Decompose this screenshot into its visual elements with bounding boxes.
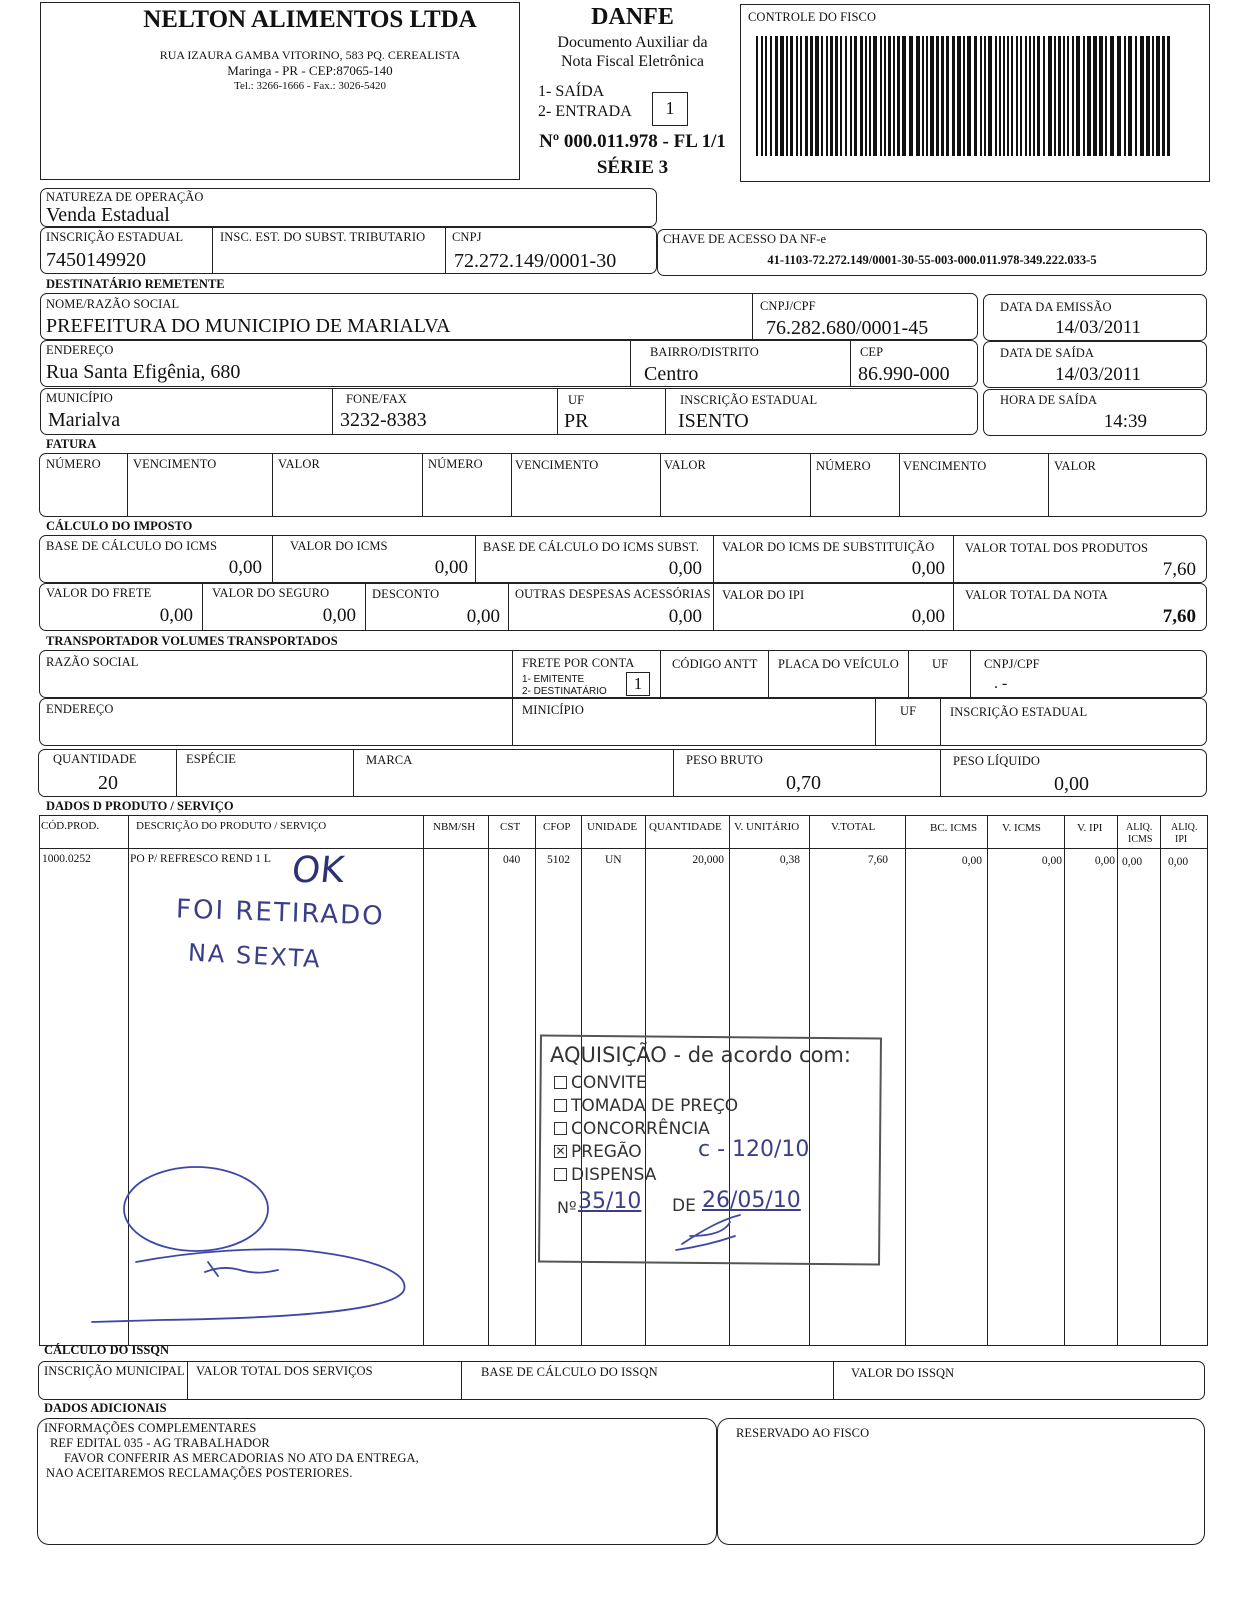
desconto: 0,00 (466, 606, 500, 627)
col-bcicms: BC. ICMS (930, 822, 978, 834)
stamp-concorrencia-label: CONCORRÊNCIA (571, 1119, 710, 1139)
col-vipi: V. IPI (1077, 822, 1103, 834)
valor-icms-label: VALOR DO ICMS (290, 539, 388, 553)
fatura-col-vencimento-2: VENCIMENTO (515, 458, 599, 472)
col-nbm: NBM/SH (433, 821, 476, 833)
base-icms: 0,00 (228, 557, 262, 578)
transp-municipio-label: MINICÍPIO (522, 703, 585, 717)
stamp-tomada-label: TOMADA DE PREÇO (571, 1096, 739, 1116)
valor-subst-label: VALOR DO ICMS DE SUBSTITUIÇÃO (722, 540, 935, 554)
col-cfop: CFOP (543, 821, 571, 833)
col-aliq-icms-1: ALIQ. (1126, 822, 1153, 833)
stamp-dispensa-label: DISPENSA (571, 1165, 657, 1185)
col-cod: CÓD.PROD. (41, 820, 100, 832)
produtos-section: DADOS D PRODUTO / SERVIÇO (46, 799, 234, 813)
frete-label: VALOR DO FRETE (46, 586, 152, 600)
info-line2: FAVOR CONFERIR AS MERCADORIAS NO ATO DA ENTREGA, (64, 1451, 419, 1465)
transp-liquido-label: PESO LÍQUIDO (953, 754, 1040, 768)
row-vicms: 0,00 (1041, 855, 1062, 867)
info-compl-label: INFORMAÇÕES COMPLEMENTARES (44, 1421, 257, 1435)
signature-swoosh (92, 1249, 404, 1322)
ie-value: 7450149920 (46, 249, 146, 271)
transp-placa-label: PLACA DO VEÍCULO (778, 657, 899, 671)
ie-subst-label: INSC. EST. DO SUBST. TRIBUTARIO (220, 230, 426, 244)
transp-endereco-label: ENDEREÇO (46, 702, 114, 716)
transp-liquido: 0,00 (1054, 773, 1089, 795)
fatura-col-valor-1: VALOR (278, 457, 320, 471)
stamp-de-label: DE (672, 1196, 696, 1216)
total-nota-label: VALOR TOTAL DA NOTA (965, 588, 1108, 602)
row-descricao: PO P/ REFRESCO REND 1 L (130, 853, 271, 865)
total-nota: 7,60 (1162, 606, 1196, 627)
stamp-convite-label: CONVITE (571, 1073, 647, 1093)
dest-nome: PREFEITURA DO MUNICIPIO DE MARIALVA (46, 315, 451, 337)
issqn-servicos-label: VALOR TOTAL DOS SERVIÇOS (196, 1364, 373, 1378)
dest-municipio: Marialva (48, 409, 121, 431)
transp-razao-label: RAZÃO SOCIAL (46, 655, 139, 669)
handwriting-line1: FOI RETIRADO (175, 894, 386, 932)
row-vunitario: 0,38 (779, 854, 800, 866)
desconto-label: DESCONTO (372, 587, 440, 601)
signature-loop (124, 1167, 268, 1251)
handwriting-line2: NA SEXTA (187, 938, 323, 974)
imposto-section: CÁLCULO DO IMPOSTO (46, 519, 193, 533)
adicionais-section: DADOS ADICIONAIS (44, 1401, 167, 1415)
checkbox-checked-icon: ✕ (555, 1143, 566, 1158)
row-vtotal: 7,60 (867, 854, 888, 866)
frete: 0,00 (159, 605, 193, 626)
col-descricao: DESCRIÇÃO DO PRODUTO / SERVIÇO (136, 820, 327, 832)
dest-saida-label: DATA DE SAÍDA (1000, 346, 1095, 360)
emitente-city: Maringa - PR - CEP:87065-140 (227, 63, 393, 78)
row-unidade: UN (605, 854, 622, 866)
total-prod-label: VALOR TOTAL DOS PRODUTOS (965, 541, 1149, 555)
natureza-label: NATUREZA DE OPERAÇÃO (46, 190, 204, 204)
danfe-saida: 1- SAÍDA (538, 83, 605, 100)
col-vtotal: V.TOTAL (831, 821, 876, 833)
destinatario-section: DESTINATÁRIO REMETENTE (46, 277, 225, 291)
transportador-section: TRANSPORTADOR VOLUMES TRANSPORTADOS (46, 634, 338, 648)
issqn-base-label: BASE DE CÁLCULO DO ISSQN (481, 1365, 658, 1379)
emitente-phone: Tel.: 3266-1666 - Fax.: 3026-5420 (234, 80, 386, 92)
info-line1: REF EDITAL 035 - AG TRABALHADOR (50, 1436, 270, 1450)
transp-qtd-label: QUANTIDADE (53, 752, 137, 766)
danfe-subtitle2: Nota Fiscal Eletrônica (560, 53, 705, 70)
issqn-im-label: INSCRIÇÃO MUNICIPAL (44, 1364, 185, 1378)
outras-label: OUTRAS DESPESAS ACESSÓRIAS (515, 587, 711, 601)
transp-frete-opt2: 2- DESTINATÁRIO (522, 686, 607, 697)
row-cfop: 5102 (547, 854, 570, 866)
transp-cnpj-label: CNPJ/CPF (984, 657, 1040, 671)
stamp-no-value: 35/10 (578, 1189, 642, 1214)
fatura-col-valor-3: VALOR (1054, 459, 1096, 473)
emitente-address: RUA IZAURA GAMBA VITORINO, 583 PQ. CEREALISTA (159, 48, 461, 62)
dest-ie: ISENTO (678, 410, 749, 432)
dest-fone: 3232-8383 (340, 409, 427, 431)
transp-frete-label: FRETE POR CONTA (522, 656, 635, 670)
danfe-serie: SÉRIE 3 (596, 157, 669, 178)
valor-subst: 0,00 (911, 558, 945, 579)
danfe-subtitle1: Documento Auxiliar da (557, 34, 708, 51)
col-unidade: UNIDADE (587, 821, 638, 833)
transp-uf2-label: UF (900, 704, 917, 718)
dest-municipio-label: MUNICÍPIO (46, 391, 113, 405)
dest-endereco-label: ENDEREÇO (46, 343, 114, 357)
dest-emissao: 14/03/2011 (1055, 317, 1141, 338)
row-aliq-icms: 0,00 (1122, 856, 1143, 868)
base-icms-label: BASE DE CÁLCULO DO ICMS (46, 539, 218, 553)
col-cst: CST (500, 821, 521, 833)
dest-cnpj: 76.282.680/0001-45 (766, 317, 929, 339)
row-bcicms: 0,00 (961, 855, 982, 867)
stamp-title: AQUISIÇÃO - de acordo com: (550, 1043, 851, 1067)
dest-bairro: Centro (644, 363, 699, 385)
dest-fone-label: FONE/FAX (346, 392, 407, 406)
chave-label: CHAVE DE ACESSO DA NF-e (663, 232, 827, 246)
transp-ie-label: INSCRIÇÃO ESTADUAL (950, 705, 1088, 719)
transp-antt-label: CÓDIGO ANTT (672, 657, 758, 671)
ipi: 0,00 (911, 606, 945, 627)
dest-cnpj-label: CNPJ/CPF (760, 299, 816, 313)
transp-bruto-label: PESO BRUTO (686, 753, 763, 767)
row-quantidade: 20,000 (692, 854, 724, 866)
row-cod: 1000.0252 (42, 853, 91, 865)
col-vunitario: V. UNITÁRIO (734, 821, 800, 833)
fatura-col-numero-3: NÚMERO (816, 459, 871, 473)
seguro: 0,00 (322, 605, 356, 626)
col-vicms: V. ICMS (1002, 822, 1041, 834)
base-subst: 0,00 (668, 558, 702, 579)
dest-cep: 86.990-000 (858, 363, 950, 385)
base-subst-label: BASE DE CÁLCULO DO ICMS SUBST. (483, 540, 699, 554)
fisco-label: CONTROLE DO FISCO (748, 10, 877, 24)
dest-ie-label: INSCRIÇÃO ESTADUAL (680, 393, 818, 407)
cnpj-label: CNPJ (452, 230, 482, 244)
emitente-name: NELTON ALIMENTOS LTDA (143, 6, 477, 33)
info-line3: NAO ACEITAREMOS RECLAMAÇÕES POSTERIORES. (46, 1466, 353, 1480)
total-prod: 7,60 (1162, 559, 1196, 580)
transp-bruto: 0,70 (786, 772, 821, 794)
divider (833, 1361, 834, 1400)
row-vipi: 0,00 (1094, 855, 1115, 867)
dest-uf-label: UF (568, 393, 585, 407)
fatura-col-numero-2: NÚMERO (428, 457, 483, 471)
fatura-col-vencimento-1: VENCIMENTO (133, 457, 217, 471)
natureza-value: Venda Estadual (46, 204, 170, 226)
transp-uf-label: UF (932, 657, 949, 671)
stamp-pregao-label: PREGÃO (571, 1142, 642, 1162)
transp-marca-label: MARCA (366, 753, 413, 767)
stamp-pregao-fill: c - 120/10 (698, 1137, 810, 1162)
transp-frete-value: 1 (633, 674, 643, 693)
dest-emissao-label: DATA DA EMISSÃO (1000, 300, 1112, 314)
danfe-title: DANFE (591, 4, 674, 30)
valor-icms: 0,00 (434, 557, 468, 578)
transp-cnpj: . - (994, 675, 1008, 692)
row-cst: 040 (503, 854, 521, 866)
dest-hora-label: HORA DE SAÍDA (1000, 393, 1098, 407)
stamp-signature (676, 1215, 740, 1250)
chave-value: 41-1103-72.272.149/0001-30-55-003-000.011.978-349.222.033-5 (767, 253, 1097, 267)
ie-label: INSCRIÇÃO ESTADUAL (46, 230, 184, 244)
issqn-section: CÁLCULO DO ISSQN (44, 1343, 170, 1357)
danfe-numero: Nº 000.011.978 - FL 1/1 (539, 131, 726, 152)
dest-uf: PR (564, 410, 589, 432)
row-aliq-ipi: 0,00 (1168, 856, 1189, 868)
stamp-de-value: 26/05/10 (702, 1188, 801, 1213)
fatura-section: FATURA (46, 437, 97, 451)
danfe-entrada: 2- ENTRADA (538, 103, 632, 120)
cnpj-value: 72.272.149/0001-30 (454, 250, 617, 272)
dest-nome-label: NOME/RAZÃO SOCIAL (46, 297, 180, 311)
outras: 0,00 (668, 606, 702, 627)
ipi-label: VALOR DO IPI (722, 588, 805, 602)
dest-saida: 14/03/2011 (1055, 364, 1141, 385)
dest-endereco: Rua Santa Efigênia, 680 (46, 361, 241, 383)
reservado-fisco-label: RESERVADO AO FISCO (736, 1426, 870, 1440)
handwriting-ok: OK (289, 850, 347, 891)
dest-bairro-label: BAIRRO/DISTRITO (650, 345, 759, 359)
col-aliq-ipi-2: IPI (1175, 834, 1188, 845)
fatura-col-numero-1: NÚMERO (46, 457, 101, 471)
col-aliq-ipi-1: ALIQ. (1171, 822, 1198, 833)
transp-especie-label: ESPÉCIE (186, 752, 237, 766)
seguro-label: VALOR DO SEGURO (212, 586, 330, 600)
divider (461, 1361, 462, 1400)
danfe-tipo: 1 (665, 98, 675, 118)
col-quantidade: QUANTIDADE (649, 821, 722, 833)
transp-frete-opt1: 1- EMITENTE (522, 674, 585, 685)
dest-hora: 14:39 (1103, 411, 1147, 432)
dest-cep-label: CEP (860, 345, 884, 359)
transp-qtd: 20 (98, 772, 118, 794)
fatura-col-valor-2: VALOR (664, 458, 706, 472)
issqn-valor-label: VALOR DO ISSQN (851, 1366, 955, 1380)
stamp-no-label: Nº (557, 1198, 577, 1217)
divider (187, 1361, 188, 1400)
col-aliq-icms-2: ICMS (1128, 834, 1153, 845)
fatura-col-vencimento-3: VENCIMENTO (903, 459, 987, 473)
